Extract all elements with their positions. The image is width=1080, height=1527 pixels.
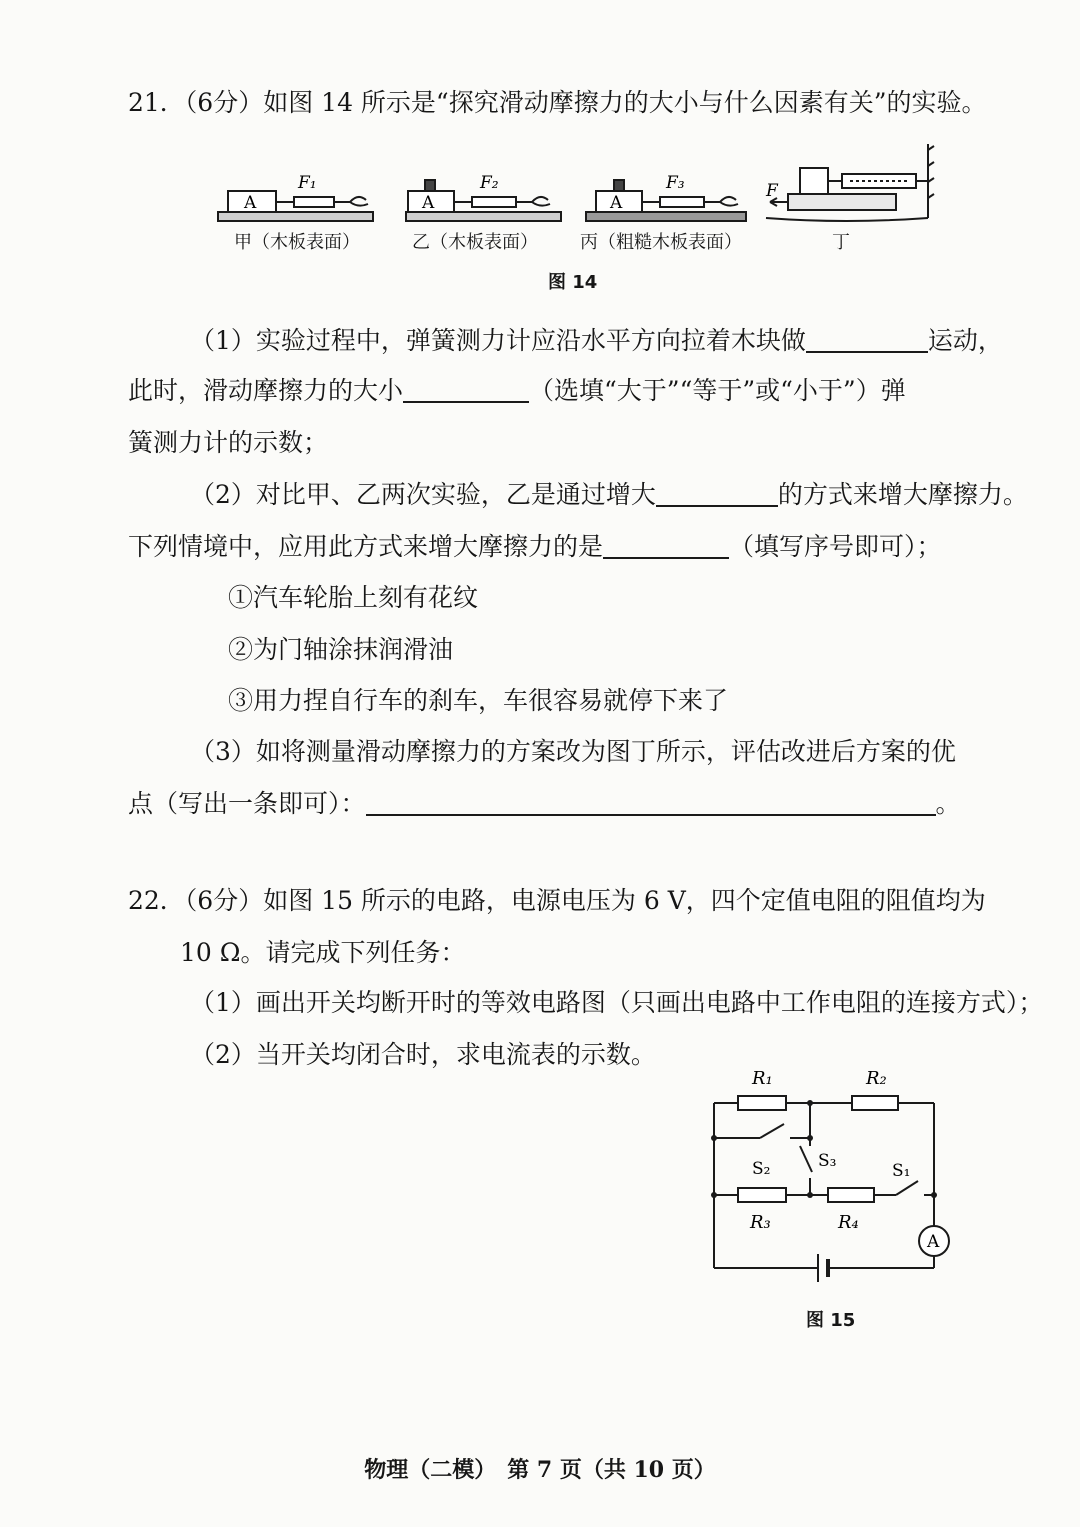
force-label-f1: F₁ (298, 173, 317, 193)
q21-part3-text-a: 点（写出一条即可）： (128, 789, 366, 818)
answer-blank-advantage[interactable] (366, 788, 936, 816)
label-r2: R₂ (866, 1068, 887, 1089)
block-label-bing: A (610, 193, 623, 213)
board-ding (788, 194, 896, 210)
resistor-r3 (738, 1188, 786, 1202)
answer-blank-scenario[interactable] (603, 531, 729, 559)
answer-blank-motion[interactable] (806, 325, 928, 353)
q21-part2-text-d: （填写序号即可）； (729, 532, 942, 561)
block-label-jia: A (244, 193, 257, 213)
option-2: ②为门轴涂抹润滑油 (228, 635, 454, 664)
weight-bing (614, 180, 624, 191)
resistor-r2 (852, 1096, 898, 1110)
q21-part2-text-c: 下列情境中，应用此方式来增大摩擦力的是 (128, 532, 604, 561)
table-ding (766, 218, 928, 221)
spring-scale-jia (294, 197, 334, 207)
q21-part3-text-b: 。 (935, 789, 961, 818)
label-s2: S₂ (752, 1159, 771, 1179)
q21-part1-text-c: 此时，滑动摩擦力的大小 (128, 376, 404, 405)
figure-14-caption: 图 14 (548, 272, 598, 293)
weight-yi (425, 180, 435, 191)
answer-blank-method[interactable] (656, 479, 778, 507)
q21-part3-line1: （3）如将测量滑动摩擦力的方案改为图丁所示，评估改进后方案的优 (190, 737, 956, 766)
board-bing (586, 212, 746, 221)
q21-title: 21．（6分）如图 14 所示是“探究滑动摩擦力的大小与什么因素有关”的实验。 (128, 88, 987, 117)
q21-part1-line1 (190, 324, 1003, 358)
board-jia (218, 212, 373, 221)
spring-scale-yi (472, 197, 516, 207)
spring-scale-bing (660, 197, 704, 207)
panel-label-yi: 乙（木板表面） (412, 232, 538, 253)
q21-part2-text-a: （2）对比甲、乙两次实验，乙是通过增大 (190, 480, 656, 509)
label-s1: S₁ (892, 1161, 911, 1181)
panel-label-ding: 丁 (832, 232, 850, 253)
q21-part2-text-b: 的方式来增大摩擦力。 (777, 480, 1028, 509)
q21-part1-text-b: 运动， (927, 326, 1003, 355)
block-label-yi: A (422, 193, 435, 213)
q21-part1-text-a: （1）实验过程中，弹簧测力计应沿水平方向拉着木块做 (190, 326, 806, 355)
force-label-f2: F₂ (480, 173, 499, 193)
block-ding (800, 168, 828, 194)
q21-part1-line2 (128, 374, 906, 408)
figure-14 (210, 138, 940, 228)
q22-line1: 22．（6分）如图 15 所示的电路，电源电压为 6 V，四个定值电阻的阻值均为 (128, 886, 986, 915)
resistor-r4 (828, 1188, 874, 1202)
page-footer: 物理（二模） 第 7 页（共 10 页） (364, 1457, 716, 1483)
label-s3: S₃ (818, 1151, 837, 1171)
figure-15-circuit (700, 1060, 970, 1290)
label-r1: R₁ (752, 1068, 773, 1089)
figure-15-caption: 图 15 (806, 1310, 856, 1331)
board-yi (406, 212, 561, 221)
q22-task1: （1）画出开关均断开时的等效电路图（只画出电路中工作电阻的连接方式）； (190, 988, 1044, 1017)
q22-line2: 10 Ω。请完成下列任务： (180, 938, 466, 967)
label-r3: R₃ (750, 1212, 771, 1233)
force-label-f3: F₃ (666, 173, 685, 193)
switch-s3 (800, 1146, 812, 1172)
option-1: ①汽车轮胎上刻有花纹 (228, 583, 479, 612)
q21-part2-line2 (128, 530, 942, 564)
q21-part3-line2 (128, 787, 961, 821)
panel-label-bing: 丙（粗糙木板表面） (580, 232, 742, 253)
q21-part1-line3: 簧测力计的示数； (128, 428, 329, 457)
force-label-f: F (766, 181, 778, 201)
option-3: ③用力捏自行车的刹车，车很容易就停下来了 (228, 686, 729, 715)
ammeter-label: A (927, 1232, 940, 1252)
q22-task2: （2）当开关均闭合时，求电流表的示数。 (190, 1040, 656, 1069)
switch-s1 (896, 1181, 918, 1195)
q21-part2-line1 (190, 478, 1028, 512)
resistor-r1 (738, 1096, 786, 1110)
answer-blank-comparison[interactable] (403, 375, 529, 403)
switch-s2 (760, 1124, 784, 1138)
label-r4: R₄ (838, 1212, 859, 1233)
q21-part1-text-d: （选填“大于”“等于”或“小于”）弹 (529, 376, 906, 405)
panel-label-jia: 甲（木板表面） (234, 232, 360, 253)
